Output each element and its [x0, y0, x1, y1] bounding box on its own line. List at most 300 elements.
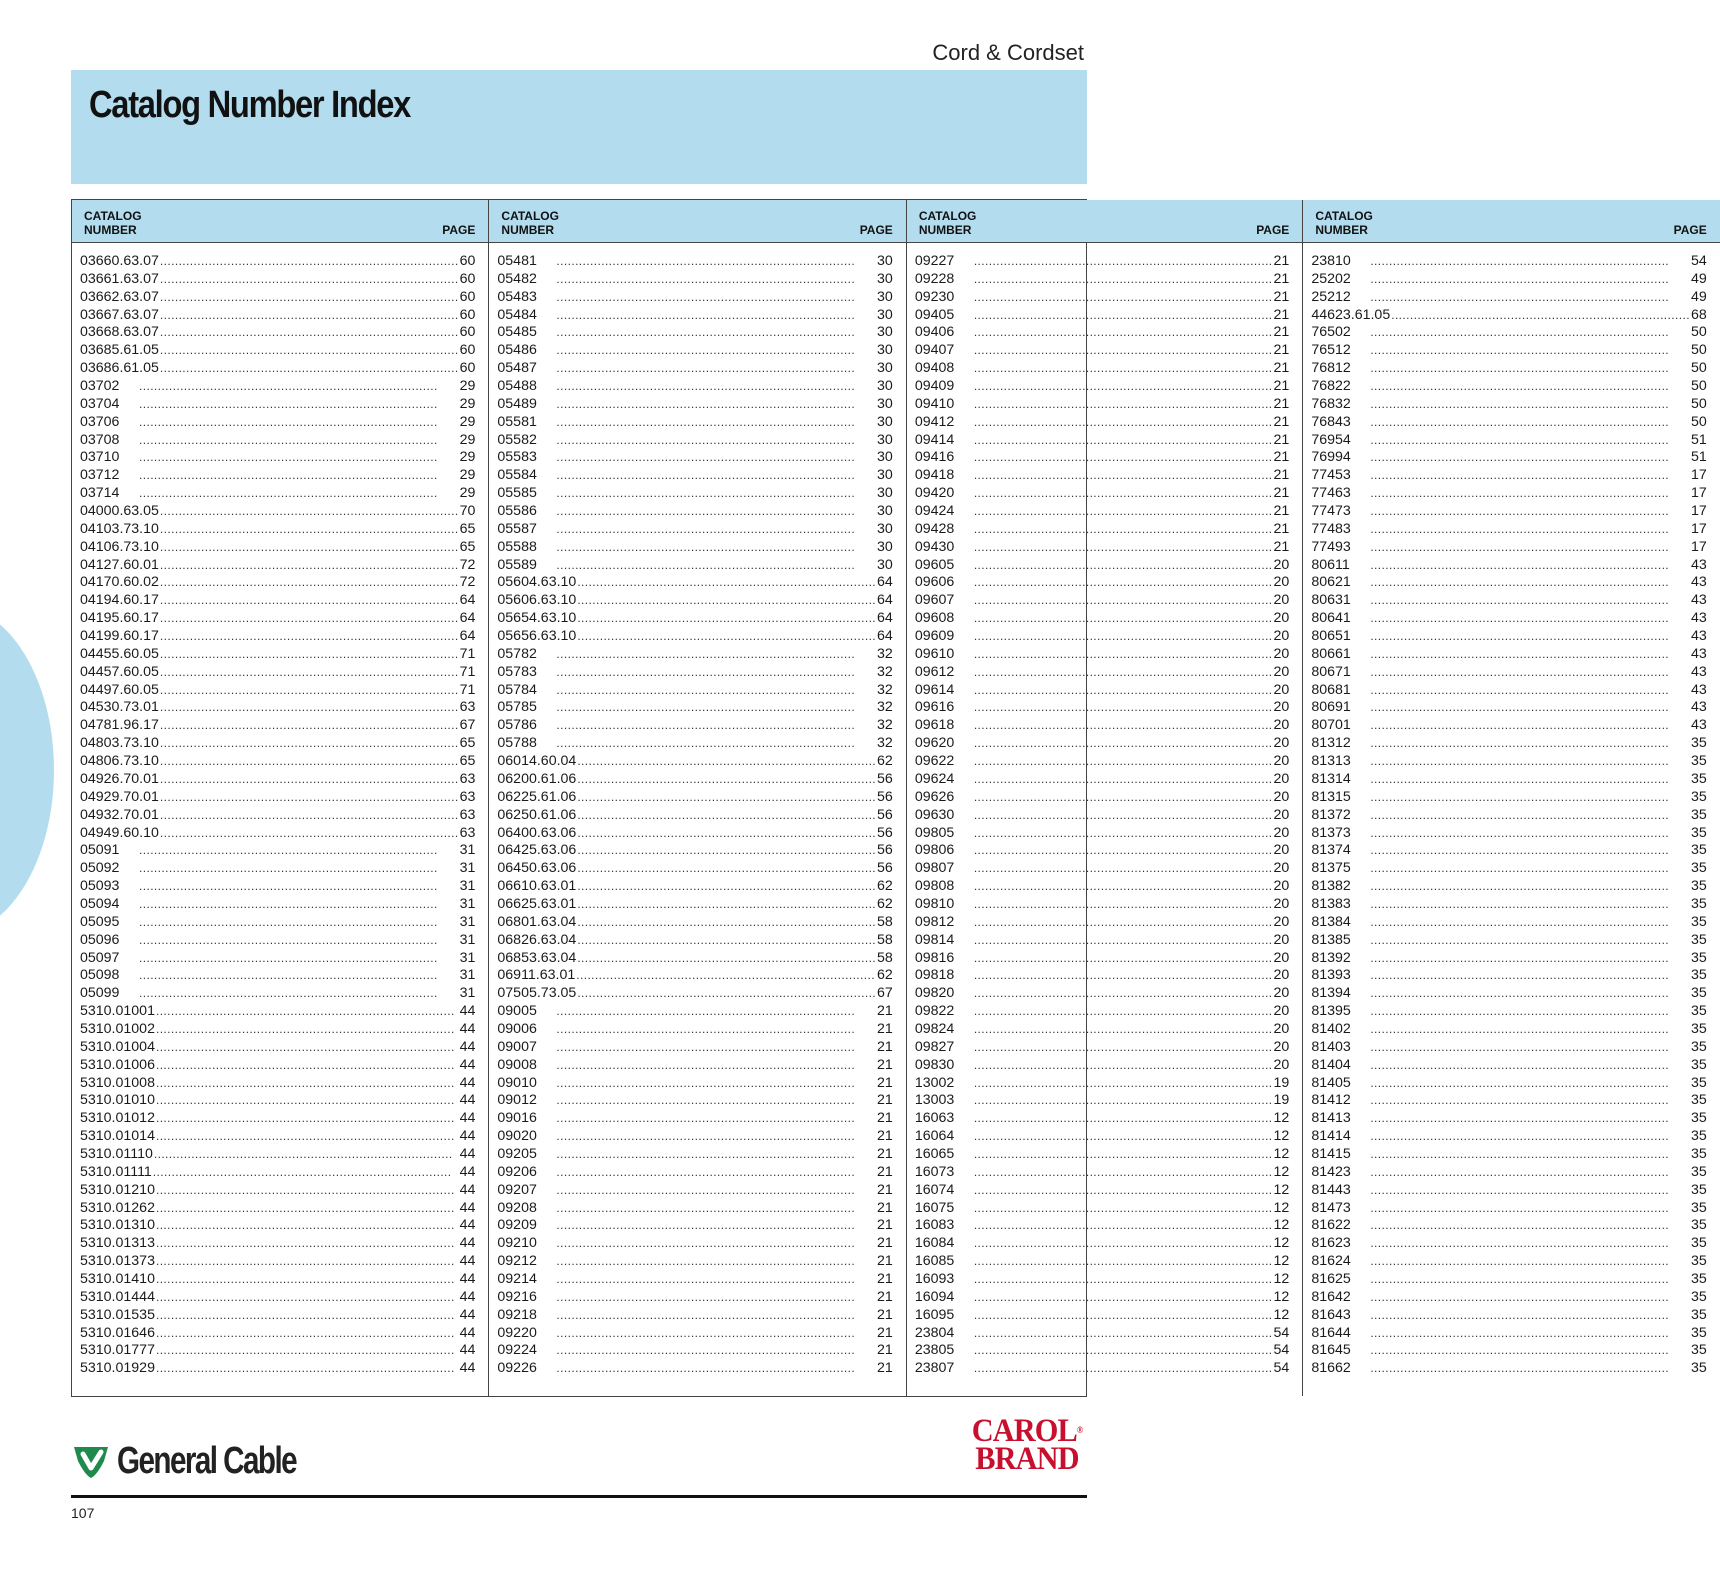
dot-leader: ................................................................................: [973, 450, 1273, 465]
dot-leader: ................................................................................: [139, 879, 438, 894]
dot-leader: ................................................................................: [1370, 1182, 1670, 1197]
catalog-number: 09606: [914, 574, 955, 591]
dot-leader: ................................................................................: [159, 718, 459, 733]
catalog-number: 09612: [914, 663, 955, 680]
catalog-number: 09407: [914, 342, 955, 359]
dot-leader: ................................................................................: [556, 1111, 856, 1126]
page-ref: 20: [1273, 967, 1290, 984]
page-ref: 35: [1690, 949, 1707, 966]
index-row: [80, 735, 475, 753]
catalog-number: 81625: [1311, 1270, 1351, 1287]
title-band: [71, 70, 1087, 184]
catalog-number: 05782: [497, 645, 537, 662]
dot-leader: ................................................................................: [1370, 1129, 1670, 1144]
dot-leader: ................................................................................: [556, 1164, 856, 1179]
page-ref: 12: [1273, 1235, 1290, 1252]
catalog-number: 09412: [914, 413, 955, 430]
page-ref: 60: [459, 324, 476, 341]
dot-leader: ................................................................................: [1370, 1075, 1670, 1090]
index-row: [80, 1289, 475, 1307]
catalog-number: 09220: [497, 1324, 537, 1341]
dot-leader: ................................................................................: [139, 968, 438, 983]
index-row: [915, 896, 1290, 914]
page-ref: 21: [877, 1181, 893, 1198]
page-ref: 21: [877, 1003, 893, 1020]
dot-leader: ................................................................................: [1370, 1039, 1670, 1054]
dot-leader: ................................................................................: [155, 1111, 455, 1126]
index-row: [80, 1110, 475, 1128]
page-ref: 44: [459, 1217, 476, 1234]
catalog-number: 04170.60.02: [80, 574, 159, 591]
index-row: [497, 1360, 892, 1378]
index-row: [80, 878, 475, 896]
dot-leader: ................................................................................: [973, 771, 1273, 786]
page-ref: 54: [1273, 1342, 1290, 1359]
catalog-number: 05481: [497, 253, 537, 269]
page-ref: 35: [1690, 1306, 1707, 1323]
dot-leader: ................................................................................: [973, 432, 1273, 447]
page-ref: 31: [459, 913, 476, 930]
index-row: [915, 378, 1290, 396]
index-row: [80, 1075, 475, 1093]
catalog-number: 04497.60.05: [80, 681, 159, 698]
dot-leader: ................................................................................: [556, 396, 856, 411]
page-ref: 60: [459, 360, 476, 377]
dot-leader: ................................................................................: [973, 950, 1273, 965]
dot-leader: ................................................................................: [973, 1271, 1273, 1286]
index-row: [1311, 1164, 1706, 1182]
page-ref: 56: [877, 824, 893, 841]
catalog-number: 16064: [914, 1128, 955, 1145]
page-ref: 31: [459, 860, 476, 877]
index-row: [80, 1021, 475, 1039]
dot-leader: ................................................................................: [973, 486, 1273, 501]
index-row: [80, 646, 475, 664]
index-row: [1311, 414, 1706, 432]
catalog-number: 04929.70.01: [80, 788, 159, 805]
catalog-number: 09822: [914, 1003, 955, 1020]
catalog-number: 80681: [1311, 681, 1351, 698]
page-ref: 21: [1273, 324, 1290, 341]
page-ref: 35: [1690, 1110, 1707, 1127]
dot-leader: ................................................................................: [139, 950, 438, 965]
dot-leader: ................................................................................: [973, 1236, 1273, 1251]
dot-leader: ................................................................................: [577, 754, 877, 769]
index-row: [1311, 753, 1706, 771]
dot-leader: ................................................................................: [159, 343, 459, 358]
dot-leader: ................................................................................: [556, 1307, 856, 1322]
page-ref: 35: [1690, 895, 1707, 912]
dot-leader: ................................................................................: [1370, 1343, 1670, 1358]
index-row: [1311, 1182, 1706, 1200]
page-ref: 21: [877, 1128, 893, 1145]
catalog-number: 06250.61.06: [497, 806, 577, 823]
dot-leader: ................................................................................: [1370, 611, 1670, 626]
dot-leader: ................................................................................: [973, 414, 1273, 429]
index-row: [497, 1110, 892, 1128]
page-ref: 64: [459, 592, 476, 609]
index-row: [915, 1057, 1290, 1075]
page-ref: 35: [1690, 842, 1707, 859]
page-ref: 64: [877, 628, 893, 645]
page-ref: 43: [1690, 699, 1707, 716]
dot-leader: ................................................................................: [159, 325, 459, 340]
page-ref: 72: [459, 556, 476, 573]
index-row: [497, 378, 892, 396]
index-row: [497, 1182, 892, 1200]
dot-leader: ................................................................................: [556, 1236, 856, 1251]
page-ref: 17: [1690, 538, 1707, 555]
catalog-number: 5310.01006: [80, 1056, 155, 1073]
dot-leader: ................................................................................: [155, 1254, 455, 1269]
dot-leader: ................................................................................: [973, 1075, 1273, 1090]
page-ref: 50: [1690, 378, 1707, 395]
index-row: [497, 396, 892, 414]
dot-leader: ................................................................................: [973, 254, 1273, 268]
catalog-number: 09827: [914, 1038, 955, 1055]
page-ref: 62: [877, 967, 893, 984]
page-ref: 35: [1690, 1074, 1707, 1091]
index-row: [80, 539, 475, 557]
page-ref: 21: [877, 1217, 893, 1234]
index-row: [80, 932, 475, 950]
index-row: [80, 967, 475, 985]
page-title: Catalog Number Index: [89, 84, 411, 126]
page-ref: 29: [459, 413, 476, 430]
page-ref: 21: [877, 1056, 893, 1073]
dot-leader: ................................................................................: [577, 896, 877, 911]
index-row: [915, 253, 1290, 271]
index-row: [80, 432, 475, 450]
catalog-number: 04199.60.17: [80, 628, 159, 645]
catalog-number: 80651: [1311, 628, 1351, 645]
dot-leader: ................................................................................: [973, 1146, 1273, 1161]
catalog-number: 09214: [497, 1270, 537, 1287]
page-ref: 20: [1273, 878, 1290, 895]
catalog-number: 5310.01373: [80, 1253, 155, 1270]
catalog-number: 09212: [497, 1253, 537, 1270]
index-row: [1311, 1128, 1706, 1146]
page-ref: 65: [459, 753, 476, 770]
catalog-number: 77473: [1311, 503, 1351, 520]
index-row: [1311, 1110, 1706, 1128]
index-row: [915, 807, 1290, 825]
index-row: [915, 628, 1290, 646]
page-ref: 43: [1690, 681, 1707, 698]
catalog-number: 03704: [80, 395, 120, 412]
dot-leader: ................................................................................: [973, 1307, 1273, 1322]
dot-leader: ................................................................................: [153, 1146, 453, 1161]
page-ref: 44: [459, 1110, 476, 1127]
page-ref: 68: [1690, 306, 1707, 323]
page-ref: 44: [459, 1092, 476, 1109]
catalog-number: 09416: [914, 449, 955, 466]
catalog-number: 77453: [1311, 467, 1351, 484]
dot-leader: ................................................................................: [973, 1129, 1273, 1144]
dot-leader: ................................................................................: [159, 807, 459, 822]
dot-leader: ................................................................................: [1370, 396, 1670, 411]
catalog-number: 03667.63.07: [80, 306, 159, 323]
index-row: [80, 985, 475, 1003]
index-row: [80, 682, 475, 700]
page-ref: 70: [459, 503, 476, 520]
index-column-3: [907, 200, 1304, 1396]
dot-leader: ................................................................................: [973, 646, 1273, 661]
page-ref: 21: [877, 1199, 893, 1216]
page-ref: 12: [1273, 1163, 1290, 1180]
catalog-number: 16093: [914, 1270, 955, 1287]
index-row: [80, 289, 475, 307]
page-ref: 56: [877, 806, 893, 823]
dot-leader: ................................................................................: [139, 486, 438, 501]
catalog-number: 09408: [914, 360, 955, 377]
catalog-number: 81622: [1311, 1217, 1351, 1234]
index-row: [497, 449, 892, 467]
page-ref: 60: [459, 288, 476, 305]
catalog-number: 16095: [914, 1306, 955, 1323]
catalog-number: 05582: [497, 431, 537, 448]
catalog-number: 06450.63.06: [497, 860, 577, 877]
catalog-number: 09818: [914, 967, 955, 984]
index-row: [80, 1325, 475, 1343]
page-ref: 72: [459, 574, 476, 591]
index-row: [1311, 914, 1706, 932]
index-row: [497, 842, 892, 860]
dot-leader: ................................................................................: [973, 611, 1273, 626]
carol-logo-line2: BRAND: [975, 1441, 1079, 1477]
page-ref: 44: [459, 1163, 476, 1180]
dot-leader: ................................................................................: [973, 968, 1273, 983]
dot-leader: ................................................................................: [155, 1325, 455, 1340]
index-row: [497, 1003, 892, 1021]
page-ref: 21: [877, 1074, 893, 1091]
index-row: [915, 610, 1290, 628]
page-ref: 35: [1690, 878, 1707, 895]
dot-leader: ................................................................................: [556, 325, 856, 340]
page-ref: 32: [877, 735, 893, 752]
page-ref: 63: [459, 699, 476, 716]
dot-leader: ................................................................................: [973, 754, 1273, 769]
index-row: [1311, 503, 1706, 521]
index-row: [497, 414, 892, 432]
page-ref: 19: [1273, 1092, 1290, 1109]
catalog-number: 76502: [1311, 324, 1351, 341]
catalog-number: 5310.01014: [80, 1128, 155, 1145]
dot-leader: ................................................................................: [1370, 1111, 1670, 1126]
page-ref: 65: [459, 538, 476, 555]
page-ref: 58: [877, 931, 893, 948]
index-row: [1311, 574, 1706, 592]
catalog-number: 81412: [1311, 1092, 1351, 1109]
catalog-number: 05094: [80, 895, 120, 912]
page-ref: 21: [877, 1145, 893, 1162]
dot-leader: ................................................................................: [556, 271, 856, 286]
dot-leader: ................................................................................: [1370, 1236, 1670, 1251]
index-row: [80, 753, 475, 771]
page-ref: 20: [1273, 985, 1290, 1002]
page-ref: 43: [1690, 556, 1707, 573]
catalog-number: 81383: [1311, 895, 1351, 912]
index-row: [1311, 539, 1706, 557]
dot-leader: ................................................................................: [973, 1361, 1273, 1376]
index-row: [915, 539, 1290, 557]
page-ref: 21: [1273, 431, 1290, 448]
index-row: [497, 1325, 892, 1343]
page-ref: 29: [459, 378, 476, 395]
index-row: [915, 1217, 1290, 1235]
catalog-number: 05482: [497, 270, 537, 287]
dot-leader: ................................................................................: [577, 986, 877, 1001]
header-page: PAGE: [442, 223, 476, 237]
index-row: [497, 753, 892, 771]
index-row: [915, 825, 1290, 843]
page-ref: 60: [459, 253, 476, 269]
catalog-number: 05093: [80, 878, 120, 895]
index-row: [915, 503, 1290, 521]
catalog-number: 09216: [497, 1288, 537, 1305]
dot-leader: ................................................................................: [973, 736, 1273, 751]
page-ref: 31: [459, 967, 476, 984]
index-row: [497, 664, 892, 682]
index-row: [1311, 646, 1706, 664]
dot-leader: ................................................................................: [155, 1129, 455, 1144]
catalog-number: 76843: [1311, 413, 1351, 430]
page-ref: 64: [877, 574, 893, 591]
catalog-number: 03685.61.05: [80, 342, 159, 359]
index-row: [497, 1217, 892, 1235]
index-row: [1311, 1253, 1706, 1271]
page-ref: 17: [1690, 467, 1707, 484]
index-row: [497, 307, 892, 325]
catalog-number: 09005: [497, 1003, 537, 1020]
dot-leader: ................................................................................: [556, 343, 856, 358]
index-row: [497, 503, 892, 521]
page-ref: 35: [1690, 1324, 1707, 1341]
catalog-number: 76512: [1311, 342, 1351, 359]
carol-brand-logo: [967, 1413, 1087, 1477]
column-header: [1303, 200, 1719, 243]
dot-leader: ................................................................................: [1370, 1146, 1670, 1161]
dot-leader: ................................................................................: [139, 379, 438, 394]
index-row: [1311, 449, 1706, 467]
catalog-number: 05785: [497, 699, 537, 716]
index-row: [497, 1021, 892, 1039]
catalog-number: 06400.63.06: [497, 824, 577, 841]
dot-leader: ................................................................................: [155, 1307, 455, 1322]
catalog-number: 5310.01410: [80, 1270, 155, 1287]
dot-leader: ................................................................................: [577, 807, 877, 822]
dot-leader: ................................................................................: [159, 736, 459, 751]
dot-leader: ................................................................................: [1370, 1271, 1670, 1286]
page-ref: 20: [1273, 663, 1290, 680]
dot-leader: ................................................................................: [577, 771, 877, 786]
dot-leader: ................................................................................: [973, 575, 1273, 590]
index-row: [915, 289, 1290, 307]
index-row: [80, 574, 475, 592]
index-row: [497, 1164, 892, 1182]
dot-leader: ................................................................................: [973, 325, 1273, 340]
dot-leader: ................................................................................: [1370, 1325, 1670, 1340]
index-row: [915, 307, 1290, 325]
catalog-number: 06826.63.04: [497, 931, 577, 948]
index-row: [1311, 1325, 1706, 1343]
index-row: [497, 789, 892, 807]
page-ref: 35: [1690, 735, 1707, 752]
dot-leader: ................................................................................: [973, 1218, 1273, 1233]
page-ref: 21: [1273, 467, 1290, 484]
page-ref: 21: [877, 1092, 893, 1109]
catalog-number: 05483: [497, 288, 537, 305]
index-row: [80, 664, 475, 682]
catalog-number: 05604.63.10: [497, 574, 577, 591]
index-row: [915, 342, 1290, 360]
dot-leader: ................................................................................: [1370, 861, 1670, 876]
index-row: [915, 432, 1290, 450]
page-ref: 21: [877, 1360, 893, 1377]
catalog-number: 09614: [914, 681, 955, 698]
index-row: [915, 753, 1290, 771]
dot-leader: ................................................................................: [973, 361, 1273, 376]
dot-leader: ................................................................................: [556, 468, 856, 483]
dot-leader: ................................................................................: [1370, 1004, 1670, 1019]
catalog-number: 81642: [1311, 1288, 1351, 1305]
page-ref: 56: [877, 788, 893, 805]
page-ref: 65: [459, 735, 476, 752]
page-ref: 21: [877, 1288, 893, 1305]
dot-leader: ................................................................................: [973, 843, 1273, 858]
index-row: [1311, 717, 1706, 735]
dot-leader: ................................................................................: [159, 254, 459, 268]
catalog-number: 09228: [914, 270, 955, 287]
dot-leader: ................................................................................: [1370, 575, 1670, 590]
index-row: [1311, 1307, 1706, 1325]
index-row: [1311, 1075, 1706, 1093]
dot-leader: ................................................................................: [139, 861, 438, 876]
index-row: [1311, 521, 1706, 539]
catalog-number: 09007: [497, 1038, 537, 1055]
dot-leader: ................................................................................: [577, 843, 877, 858]
catalog-number: 5310.01210: [80, 1181, 155, 1198]
catalog-number: 09418: [914, 467, 955, 484]
dot-leader: ................................................................................: [159, 289, 459, 304]
index-row: [80, 1307, 475, 1325]
index-row: [497, 735, 892, 753]
catalog-number: 09230: [914, 288, 955, 305]
index-row: [497, 574, 892, 592]
page-ref: 35: [1690, 1020, 1707, 1037]
index-row: [1311, 771, 1706, 789]
page-ref: 20: [1273, 806, 1290, 823]
catalog-number: 81314: [1311, 770, 1351, 787]
page-ref: 35: [1690, 1217, 1707, 1234]
dot-leader: ................................................................................: [159, 271, 459, 286]
page-ref: 30: [877, 342, 893, 359]
catalog-number: 03708: [80, 431, 120, 448]
page-ref: 20: [1273, 949, 1290, 966]
index-row: [1311, 396, 1706, 414]
catalog-number: 09428: [914, 520, 955, 537]
page-ref: 60: [459, 342, 476, 359]
page-ref: 12: [1273, 1181, 1290, 1198]
index-row: [497, 646, 892, 664]
index-row: [1311, 378, 1706, 396]
page-ref: 62: [877, 878, 893, 895]
dot-leader: ................................................................................: [556, 1075, 856, 1090]
dot-leader: ................................................................................: [155, 1200, 455, 1215]
index-row: [80, 1342, 475, 1360]
index-row: [1311, 1289, 1706, 1307]
index-row: [915, 1253, 1290, 1271]
